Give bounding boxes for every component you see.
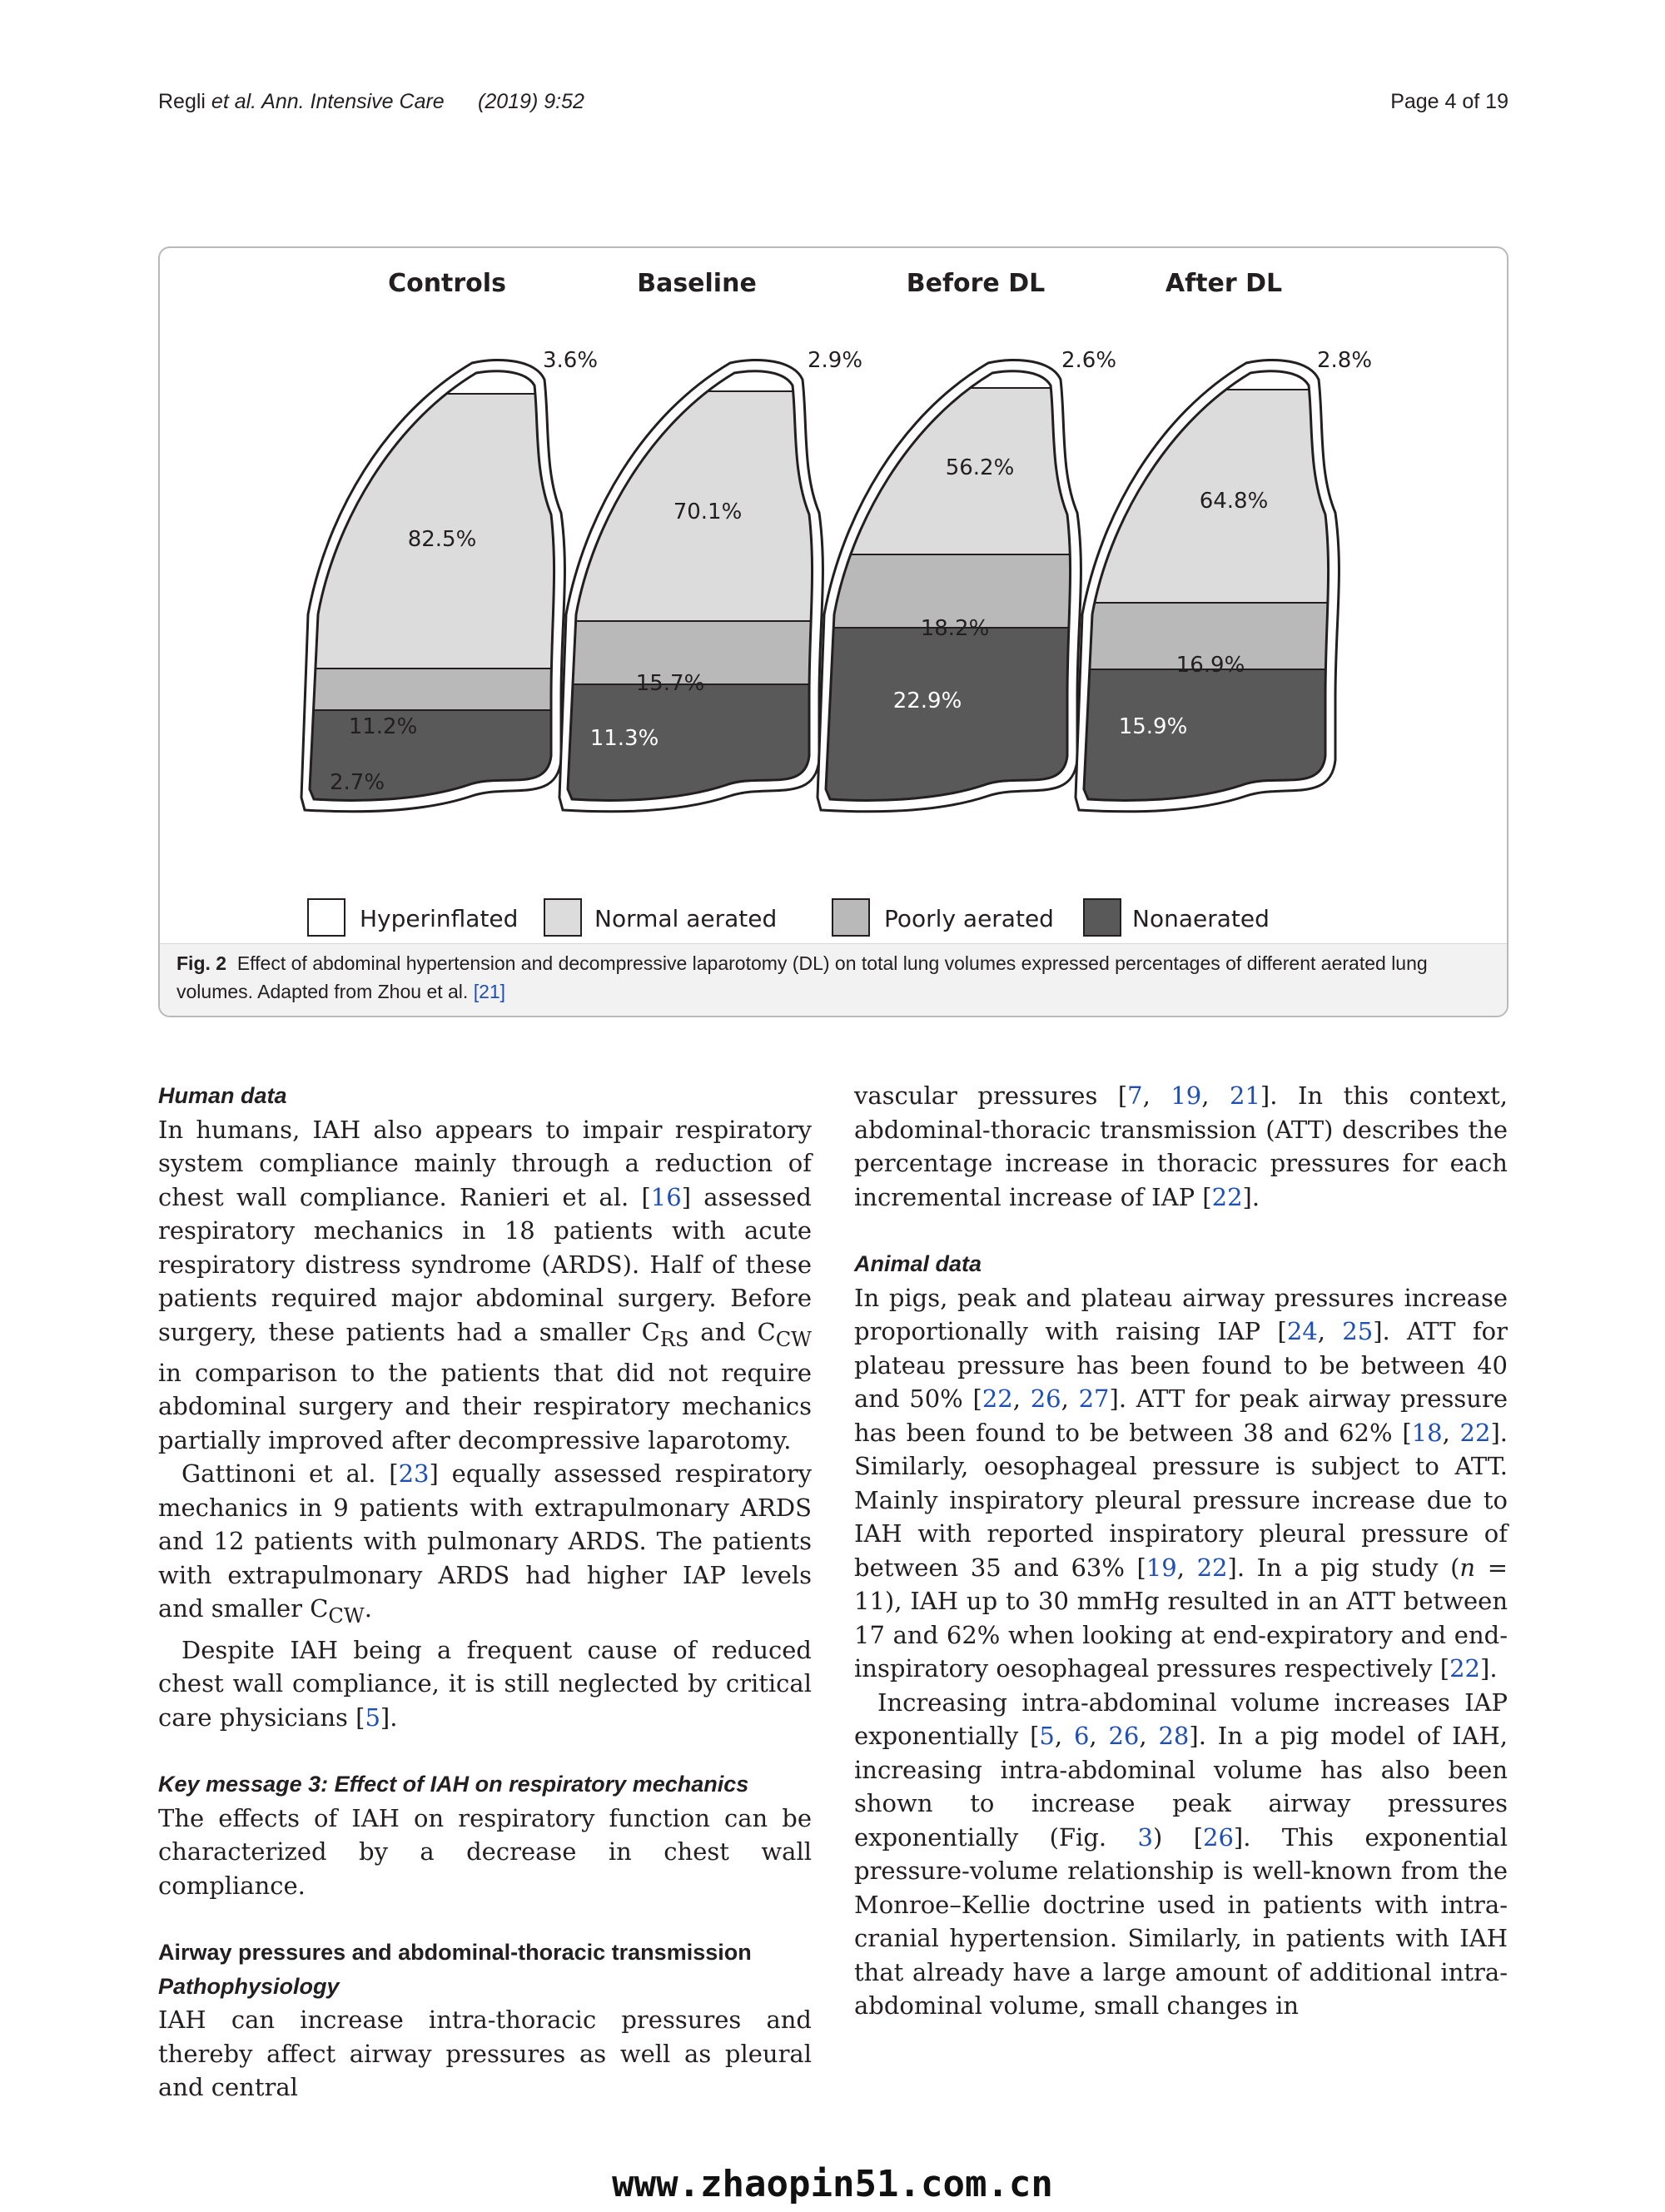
ref-link[interactable]: 22 [1459,1418,1491,1447]
value-label-hyperinflated: 3.6% [543,348,599,373]
ref-link[interactable]: 26 [1030,1384,1061,1413]
figure-link[interactable]: 3 [1137,1822,1153,1852]
value-label-hyperinflated: 2.6% [1061,348,1117,373]
running-header: Regli et al. Ann. Intensive Care [158,90,445,113]
legend-label: Normal aerated [594,905,778,932]
legend-label: Hyperinflated [360,905,519,932]
value-label-hyperinflated: 2.9% [808,348,863,373]
ref-link[interactable]: 26 [1203,1822,1234,1852]
ref-link[interactable]: 28 [1158,1722,1190,1750]
value-label-non: 15.9% [1118,714,1188,739]
value-label-poor: 11.2% [348,714,418,739]
value-label-normal: 56.2% [945,455,1015,480]
paragraph: In pigs, peak and plateau airway pressures increase proportionally with raising IAP [24, 25]. ATT for plateau pressure has been found to be between 40 and 50% [22, 26, 27]. ATT for peak airway pressure has been found to be between 38 and 62% [18, 22]. Similarly, oesophageal pressure is subject to ATT. Mainly inspiratory pleural pressure increase due to IAH with reported inspiratory pleural pressure of between 35 and 63% [19, 22]. In a pig study (n = 11), IAH up to 30 mmHg resulted in an ATT between 17 and 62% when looking at end-expiratory and end-inspiratory oesophageal pressures respectively [22]. [854,1283,1508,1683]
ref-link[interactable]: 19 [1146,1553,1177,1582]
value-label-poor: 18.2% [920,616,990,641]
ref-link[interactable]: 5 [365,1702,380,1732]
value-label-normal: 64.8% [1199,489,1269,514]
figure-2 [158,246,1508,1017]
paragraph: IAH can increase intra-thoracic pressures and thereby affect airway pressures as well as pleural and central [158,2006,812,2102]
value-label-normal: 70.1% [673,500,743,524]
lung-controls [301,323,568,827]
section-heading-animal: Animal data [854,1251,982,1276]
ref-link[interactable]: 22 [1196,1553,1228,1582]
value-label-poor: 15.7% [635,671,705,696]
ref-link[interactable]: 26 [1108,1722,1140,1750]
legend-swatch-poor [832,899,869,936]
ref-link[interactable]: 7 [1127,1081,1143,1110]
value-label-non: 22.9% [892,688,962,713]
section-heading-key-message: Key message 3: Effect of IAH on respiratory mechanics [158,1772,749,1797]
ref-link[interactable]: 23 [398,1459,430,1489]
value-label-non: 11.3% [589,726,659,751]
section-heading-airway: Airway pressures and abdominal-thoracic transmission [158,1940,752,1966]
ref-link[interactable]: 21 [1230,1081,1260,1110]
footer-watermark: www.zhaopin51.com.cn [612,2163,1053,2205]
ref-link[interactable]: 25 [1342,1317,1374,1345]
legend-swatch-normal [544,899,581,936]
paragraph: The effects of IAH on respiratory function can be characterized by a decrease in chest wall compliance. [158,1803,812,1900]
ref-link[interactable]: 16 [650,1182,682,1211]
ref-link[interactable]: 5 [1039,1722,1055,1750]
paragraph: In humans, IAH also appears to impair respiratory system compliance mainly through a reduction of chest wall compliance. Ranieri et al. [16] assessed respiratory mechanics in 18 patients with acute respiratory distress syndrome (ARDS). Half of these patients required major abdominal surgery. Before surgery, these patients had a smaller $C_{RS}$ and $C_{CW}$ in comparison to the patients that did not require abdominal surgery and their respiratory mechanics partially improved after decompressive laparotomy. [158,1115,812,1454]
legend-label: Nonaerated [1132,905,1270,932]
paragraph: vascular pressures [7, 19, 21]. In this context, abdominal-thoracic transmission (ATT) describes the percentage increase in thoracic pressures for each incremental increase of IAP [22]. [854,1081,1508,1211]
value-label-non: 2.7% [329,770,385,795]
section-heading-human: Human data [158,1083,287,1108]
ref-link[interactable]: 22 [982,1384,1013,1413]
lung-figure [160,248,1507,943]
group-title: Before DL [906,269,1046,298]
legend-swatch-hyperinflated [308,899,345,936]
legend-swatch-non [1084,899,1121,936]
ref-link[interactable]: 22 [1449,1654,1481,1683]
value-label-normal: 82.5% [407,527,477,552]
value-label-hyperinflated: 2.8% [1317,348,1373,373]
lung-before-dl [818,323,1084,828]
paragraph: Despite IAH being a frequent cause of reduced chest wall compliance, it is still neglected by critical care physicians [5]. [158,1635,812,1732]
figure-caption: Fig. 2 Effect of abdominal hypertension and decompressive laparotomy (DL) on total lung volumes expressed percentages of different aerated lung volumes. Adapted from Zhou et al. [21] [176,952,1428,1002]
paragraph: Increasing intra-abdominal volume increases IAP exponentially [5, 6, 26, 28]. In a pig model of IAH, increasing intra-abdominal volume has also been shown to increase peak airway pressures exponentially (Fig. 3) [26]. This exponential pressure-volume relationship is well-known from the Monroe–Kellie doctrine used in patients with intra-cranial hypertension. Similarly, in patients with IAH that already have a large amount of additional intra-abdominal volume, small changes in [854,1688,1508,2020]
ref-link[interactable]: 19 [1170,1081,1202,1110]
group-title: Controls [388,269,506,298]
group-title: Baseline [637,269,757,298]
legend-label: Poorly aerated [884,905,1054,932]
ref-link[interactable]: 22 [1211,1182,1243,1211]
group-title: After DL [1165,269,1283,298]
lung-after-dl [1076,323,1342,828]
left-column [158,1079,812,2105]
right-column [854,1079,1508,2023]
section-heading-patho: Pathophysiology [158,1973,340,1999]
caption-ref-link[interactable]: [21] [473,981,506,1002]
ref-link[interactable]: 18 [1411,1418,1443,1447]
ref-link[interactable]: 6 [1073,1722,1090,1750]
page-number: Page 4 of 19 [1390,90,1508,113]
year-volume: (2019) 9:52 [478,90,584,113]
value-label-poor: 16.9% [1175,653,1245,678]
ref-link[interactable]: 24 [1286,1317,1318,1345]
paragraph: Gattinoni et al. [23] equally assessed respiratory mechanics in 9 patients with extrapulmonary ARDS and 12 patients with pulmonary ARDS. The patients with extrapulmonary ARDS had higher IAP levels and smaller $C_{CW}$. [158,1459,812,1628]
ref-link[interactable]: 27 [1078,1384,1110,1413]
